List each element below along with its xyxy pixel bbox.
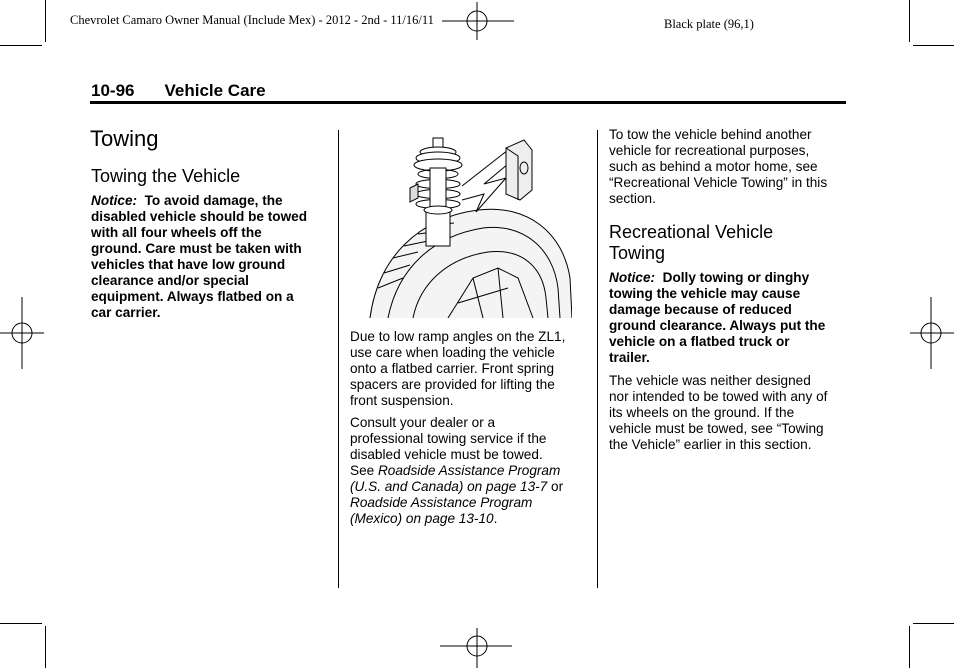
document-title: Chevrolet Camaro Owner Manual (Include Mex) - 2012 - 2nd - 11/16/11 [70, 13, 434, 27]
section-title: Towing the Vehicle [91, 166, 241, 186]
crop-mark-top-right-v [909, 0, 910, 42]
reference-link-mexico[interactable]: Roadside Assistance Program [350, 495, 533, 510]
reference-link-us-canada[interactable]: Roadside Assistance Program [377, 463, 561, 478]
recreational-intro-paragraph: To tow the vehicle behind another vehicle for recreational purposes, such as behind a motor home, see “Recreational Vehicle Towing” in this section. [609, 127, 828, 206]
notice-block: Notice: To avoid damage, the disabled vehicle should be towed with all four wheels off the ground. Care must be taken with vehicles that have low ground clearance and/or special equipment. Always flatbed on a car carrier. [91, 193, 308, 320]
registration-mark-bottom [440, 628, 512, 668]
registration-mark-left [0, 297, 44, 369]
crop-mark-top-left-v [45, 0, 46, 42]
registration-mark-top [442, 2, 514, 40]
notice-label: Notice: [609, 270, 656, 285]
crop-mark-top-right-h [913, 45, 954, 46]
crop-mark-top-left-h [0, 45, 42, 46]
crop-mark-bottom-right-v [909, 626, 910, 668]
notice-label: Notice: [91, 193, 138, 208]
crop-mark-bottom-right-h [913, 623, 954, 624]
header-rule [90, 101, 846, 104]
spring-spacer-illustration [358, 128, 572, 320]
zl1-ramp-paragraph: Due to low ramp angles on the ZL1, use care when loading the vehicle onto a flatbed carrier. Front spring spacers are provided for lifting the front suspension. [350, 329, 566, 408]
recreational-notice-block: Notice: Dolly towing or dinghy towing the vehicle may cause damage because of reduced ground clearance. Always put the vehicle on a flatbed truck or trailer. [609, 270, 826, 365]
plate-label: Black plate (96,1) [664, 17, 754, 31]
recreational-towing-title: Recreational Vehicle Towing [609, 222, 774, 263]
reference-link-mexico-page[interactable]: (Mexico) on page 13-10 [350, 511, 494, 526]
page-title: Towing [90, 126, 159, 151]
page-number: 10-96 [91, 81, 135, 100]
crop-mark-bottom-left-v [45, 626, 46, 668]
registration-mark-right [910, 297, 954, 369]
reference-link-us-canada-page[interactable]: (U.S. and Canada) on page 13-7 [350, 479, 548, 494]
column-divider-1 [338, 130, 339, 588]
not-designed-paragraph: The vehicle was neither designed nor intended to be towed with any of its wheels on the ground. If the vehicle must be towed, see “Towing the Vehicle” earlier in this section. [609, 373, 828, 452]
consult-dealer-paragraph: Consult your dealer or a professional towing service if the disabled vehicle must be towed. See Roadside Assistance Program (U.S. and Canada) on page 13-7 or Roadside Assistance Program (Mexico) on page 13-10. [350, 415, 564, 526]
column-divider-2 [597, 130, 598, 588]
crop-mark-bottom-left-h [0, 623, 42, 624]
page-header [91, 81, 266, 101]
section-name: Vehicle Care [164, 81, 266, 100]
